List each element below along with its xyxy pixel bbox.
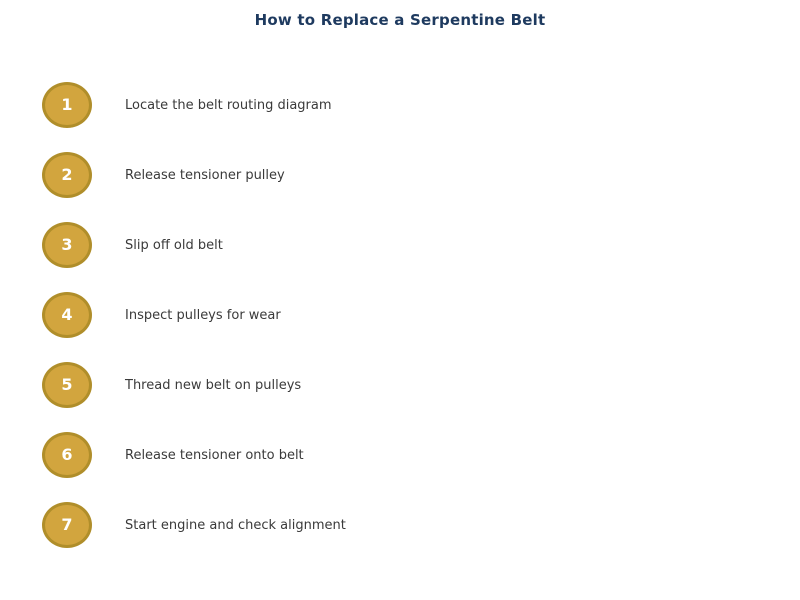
step-label: Start engine and check alignment <box>125 517 346 533</box>
step-label: Thread new belt on pulleys <box>125 377 302 393</box>
step-row <box>0 490 800 560</box>
step-number-badge <box>42 292 92 338</box>
steps-list <box>0 70 800 560</box>
step-number-badge <box>42 82 92 128</box>
step-number: 6 <box>61 445 73 464</box>
step-number: 4 <box>61 305 73 324</box>
step-row <box>0 350 800 420</box>
step-label: Release tensioner pulley <box>125 167 285 183</box>
step-row <box>0 420 800 490</box>
step-number-badge <box>42 362 92 408</box>
step-row <box>0 280 800 350</box>
step-number-badge <box>42 432 92 478</box>
step-number: 7 <box>61 515 73 534</box>
step-number-badge <box>42 222 92 268</box>
step-label: Slip off old belt <box>125 237 223 253</box>
step-label: Inspect pulleys for wear <box>125 307 281 323</box>
step-number: 2 <box>61 165 73 184</box>
step-row <box>0 70 800 140</box>
step-row <box>0 210 800 280</box>
step-number-badge <box>42 152 92 198</box>
step-number: 5 <box>61 375 73 394</box>
step-row <box>0 140 800 210</box>
step-number: 3 <box>61 235 73 254</box>
step-number-badge <box>42 502 92 548</box>
step-label: Locate the belt routing diagram <box>125 97 332 113</box>
step-label: Release tensioner onto belt <box>125 447 304 463</box>
step-number: 1 <box>61 95 73 114</box>
page-title: How to Replace a Serpentine Belt <box>254 11 546 29</box>
